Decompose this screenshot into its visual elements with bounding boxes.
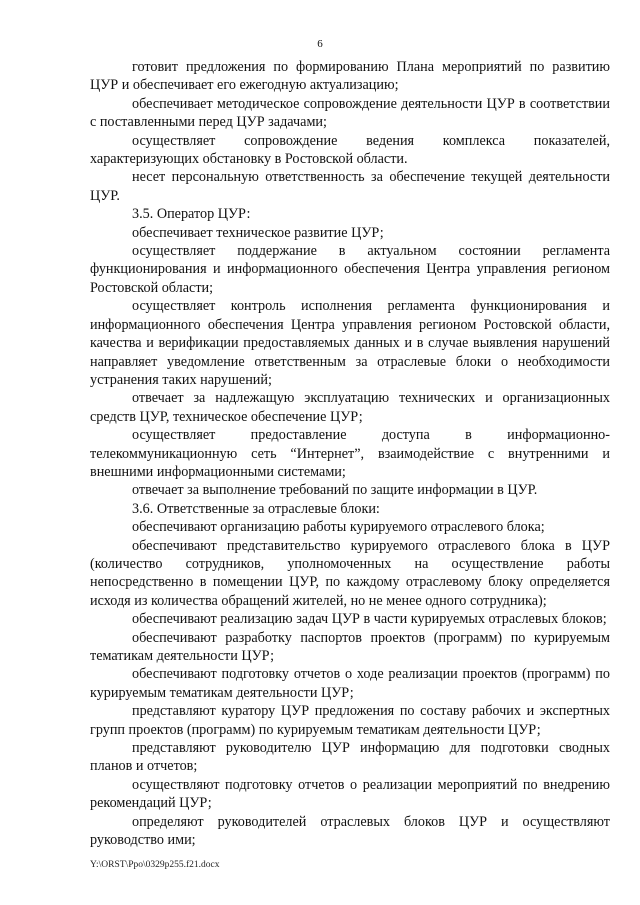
paragraph: отвечает за выполнение требований по защите информации в ЦУР.: [132, 482, 538, 499]
paragraph: обеспечивает методическое сопровождение деятельности ЦУР в соответствии с поставленными перед ЦУР задачами;: [90, 95, 610, 131]
paragraph: несет персональную ответственность за обеспечение текущей деятельности ЦУР.: [90, 169, 610, 204]
file-path-footer: Y:\ORST\Ppo\0329p255.f21.docx: [90, 860, 220, 870]
paragraph: осуществляет контроль исполнения регламента функционирования и информационного обеспечения Центра управления регионом Ростовской области, качества и верификации предоставляемых данных и в случае выявления нарушений направляет уведомление ответственным за отраслевые блоки о необходимости устранения таких нарушений;: [90, 298, 610, 388]
paragraph: готовит предложения по формированию Плана мероприятий по развитию ЦУР и обеспечивает его ежегодную актуализацию;: [90, 59, 610, 94]
paragraph: отвечает за надлежащую эксплуатацию технических и организационных средств ЦУР, техническое обеспечение ЦУР;: [90, 390, 610, 425]
paragraph: обеспечивает техническое развитие ЦУР;: [132, 224, 384, 241]
paragraph: обеспечивают представительство курируемого отраслевого блока в ЦУР (количество сотрудников, уполномоченных на осуществление работы непосредственно в помещении ЦУР, по каждому отраслевому блоку определяется исходя из количества обращений жителей, но не менее одного сотрудника);: [90, 537, 610, 609]
paragraph: осуществляет предоставление доступа в информационно-телекоммуникационную сеть “Интернет”, взаимодействие с внутренними и внешними информационными системами;: [90, 427, 610, 480]
paragraph: осуществляют подготовку отчетов о реализации мероприятий по внедрению рекомендаций ЦУР;: [90, 776, 610, 812]
paragraph: определяют руководителей отраслевых блоков ЦУР и осуществляют руководство ими;: [90, 813, 610, 849]
paragraph: представляют куратору ЦУР предложения по составу рабочих и экспертных групп проектов (программ) по курируемым тематикам деятельности ЦУР;: [90, 703, 610, 738]
paragraph: обеспечивают реализацию задач ЦУР в части курируемых отраслевых блоков;: [132, 611, 607, 628]
paragraph: осуществляет сопровождение ведения комплекса показателей, характеризующих обстановку в Ростовской области.: [90, 132, 610, 168]
section-heading: 3.6. Ответственные за отраслевые блоки:: [132, 500, 380, 517]
paragraph: обеспечивают подготовку отчетов о ходе реализации проектов (программ) по курируемым тематикам деятельности ЦУР;: [90, 666, 610, 701]
page-number: 6: [317, 38, 323, 50]
section-heading: 3.5. Оператор ЦУР:: [132, 206, 251, 223]
paragraph: представляют руководителю ЦУР информацию для подготовки сводных планов и отчетов;: [90, 740, 610, 775]
paragraph: обеспечивают разработку паспортов проектов (программ) по курируемым тематикам деятельности ЦУР;: [90, 629, 610, 664]
paragraph: обеспечивают организацию работы курируемого отраслевого блока;: [132, 519, 545, 536]
document-body: [90, 58, 610, 849]
paragraph: осуществляет поддержание в актуальном состоянии регламента функционирования и информационного обеспечения Центра управления регионом Ростовской области;: [90, 243, 610, 296]
